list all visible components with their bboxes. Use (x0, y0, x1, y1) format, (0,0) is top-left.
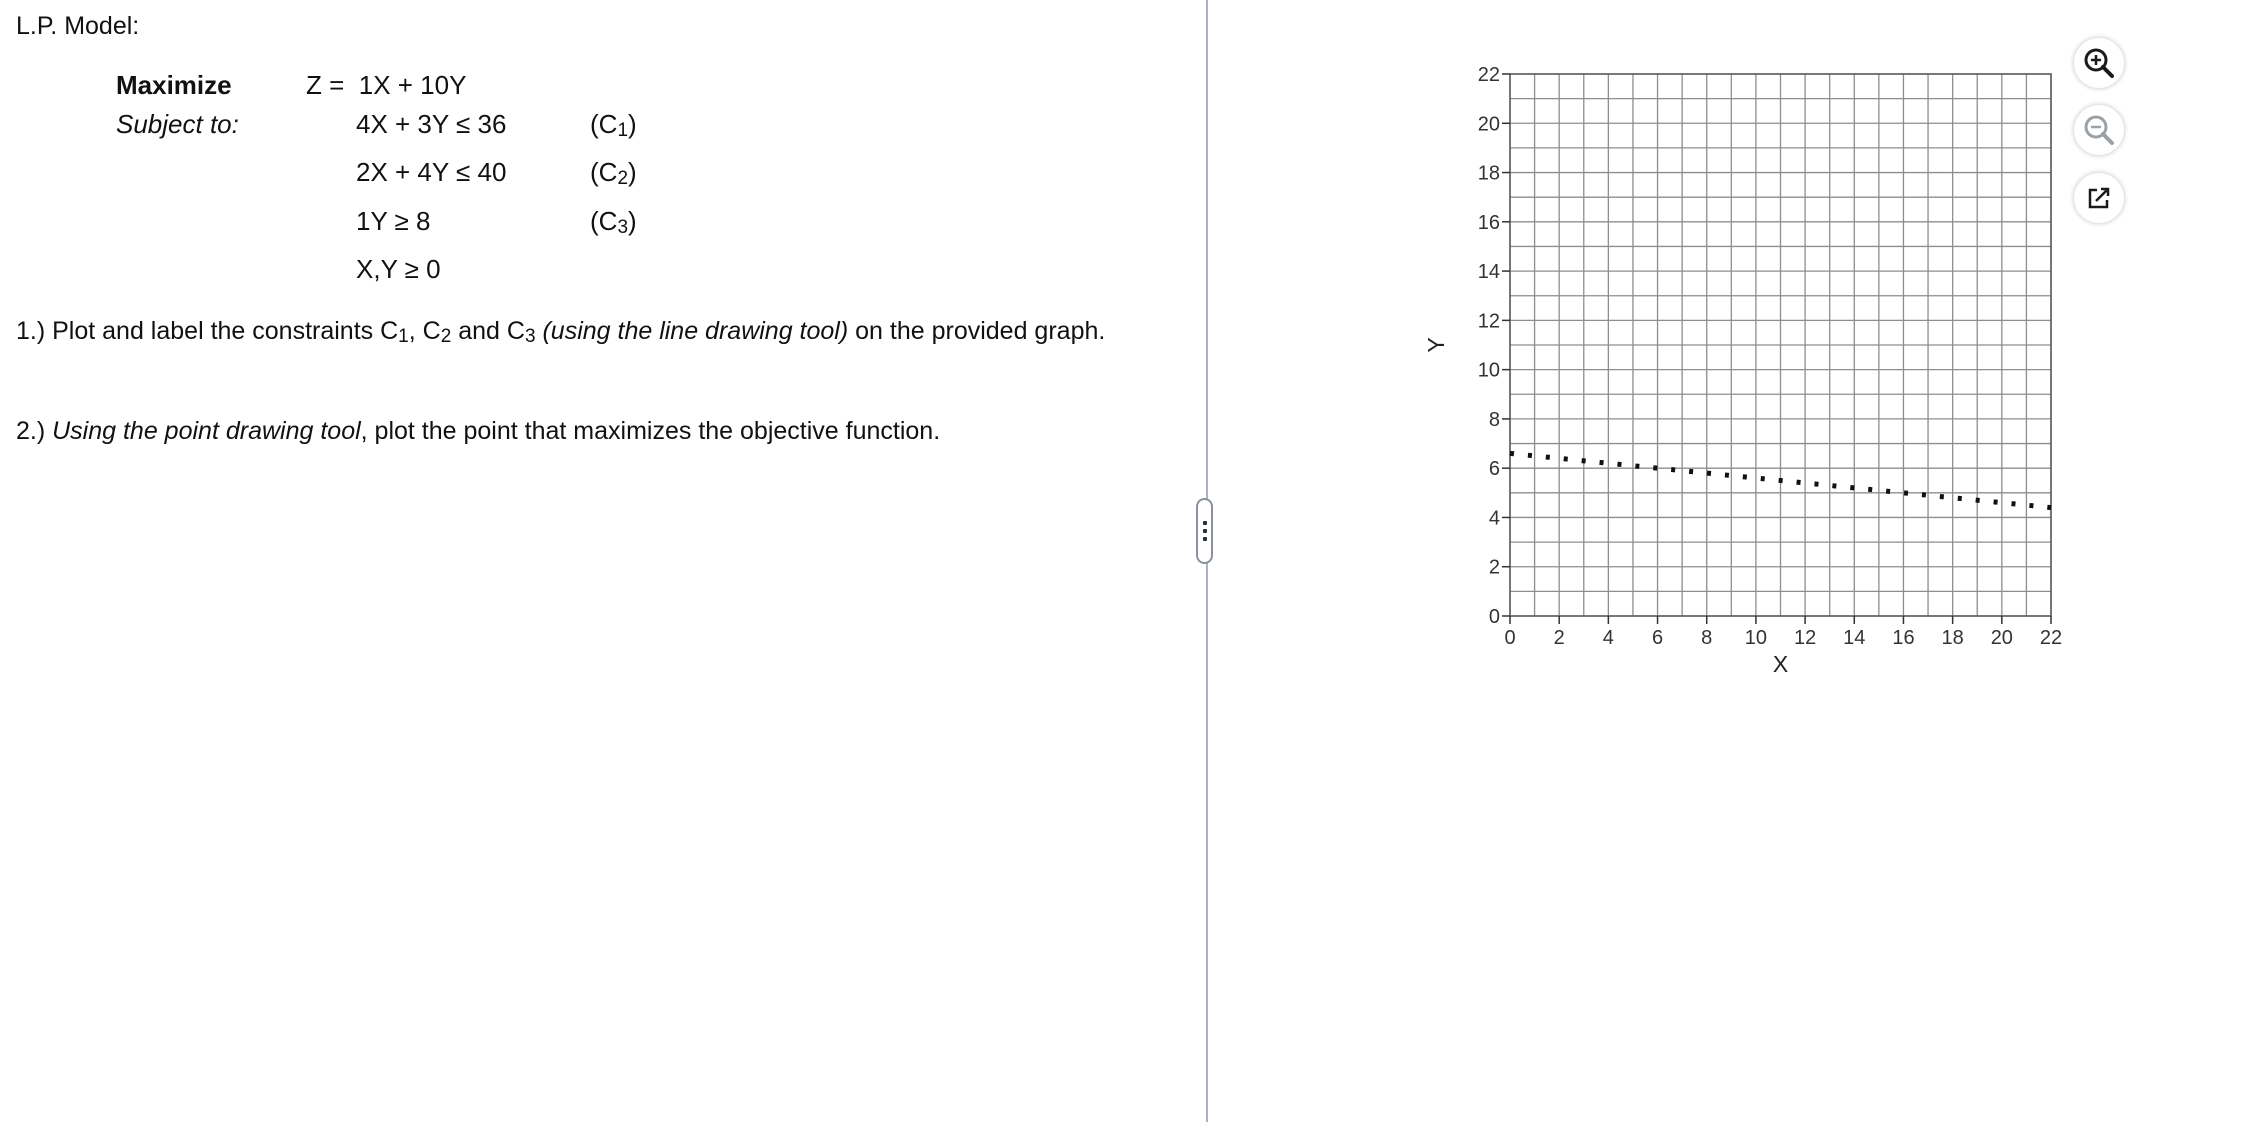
x-tick-label: 12 (1793, 627, 1817, 649)
y-tick-label: 10 (1477, 359, 1500, 382)
zoom-out-button[interactable] (2074, 105, 2124, 155)
objective-function: Z = 1X + 10Y (306, 70, 467, 100)
y-tick-label: 2 (1488, 556, 1500, 579)
y-tick-label: 6 (1488, 458, 1500, 481)
constraint-tag-c2: $(C_2)$ (590, 157, 637, 189)
zoom-out-icon (2082, 113, 2116, 147)
x-tick-label: 22 (2039, 627, 2063, 649)
x-axis-label: X (1772, 651, 1789, 677)
y-tick-label: 12 (1477, 310, 1500, 333)
x-tick-label: 6 (1651, 627, 1664, 649)
y-tick-label: 4 (1488, 507, 1500, 530)
constraint-c1: 4X + 3Y ≤ 36 (356, 109, 507, 139)
x-tick-label: 14 (1843, 627, 1866, 649)
y-tick-label: 16 (1477, 211, 1500, 234)
x-tick-label: 0 (1504, 627, 1516, 649)
popout-icon (2084, 183, 2114, 213)
maximize-label: Maximize (116, 70, 232, 100)
constraint-c3: 1Y ≥ 8 (356, 206, 431, 236)
constraint-c2: 2X + 4Y ≤ 40 (356, 157, 507, 187)
y-tick-label: 18 (1477, 162, 1500, 185)
x-tick-label: 4 (1602, 627, 1614, 649)
popout-button[interactable] (2074, 173, 2124, 223)
x-tick-label: 20 (1990, 627, 2013, 649)
y-tick-label: 22 (1477, 64, 1500, 86)
x-tick-label: 2 (1553, 627, 1565, 649)
zoom-in-icon (2082, 46, 2116, 80)
x-tick-label: 16 (1892, 627, 1915, 649)
y-axis-label: Y (1423, 337, 1449, 353)
x-tick-label: 18 (1941, 627, 1964, 649)
x-tick-label: 8 (1701, 627, 1713, 649)
nonnegativity-constraint: X,Y ≥ 0 (356, 254, 441, 284)
model-title: L.P. Model: (16, 12, 140, 40)
constraint-tag-c3: $(C_3)$ (590, 206, 637, 238)
subject-to-label: Subject to: (116, 109, 239, 139)
question-2: 2.) Using the point drawing tool, plot the point that maximizes the objective function. (16, 417, 941, 445)
x-tick-label: 10 (1744, 627, 1768, 649)
constraint-tag-c1: $(C_1)$ (590, 109, 637, 141)
y-tick-label: 0 (1488, 606, 1500, 628)
y-tick-label: 14 (1477, 261, 1500, 284)
y-tick-label: 8 (1488, 408, 1500, 431)
zoom-in-button[interactable] (2074, 38, 2124, 88)
question-1: 1.) Plot and label the constraints $C_1$, $C_2$ and $C_3$ (using the line drawing tool) on the provided graph. (16, 317, 1106, 347)
y-tick-label: 20 (1477, 113, 1500, 136)
